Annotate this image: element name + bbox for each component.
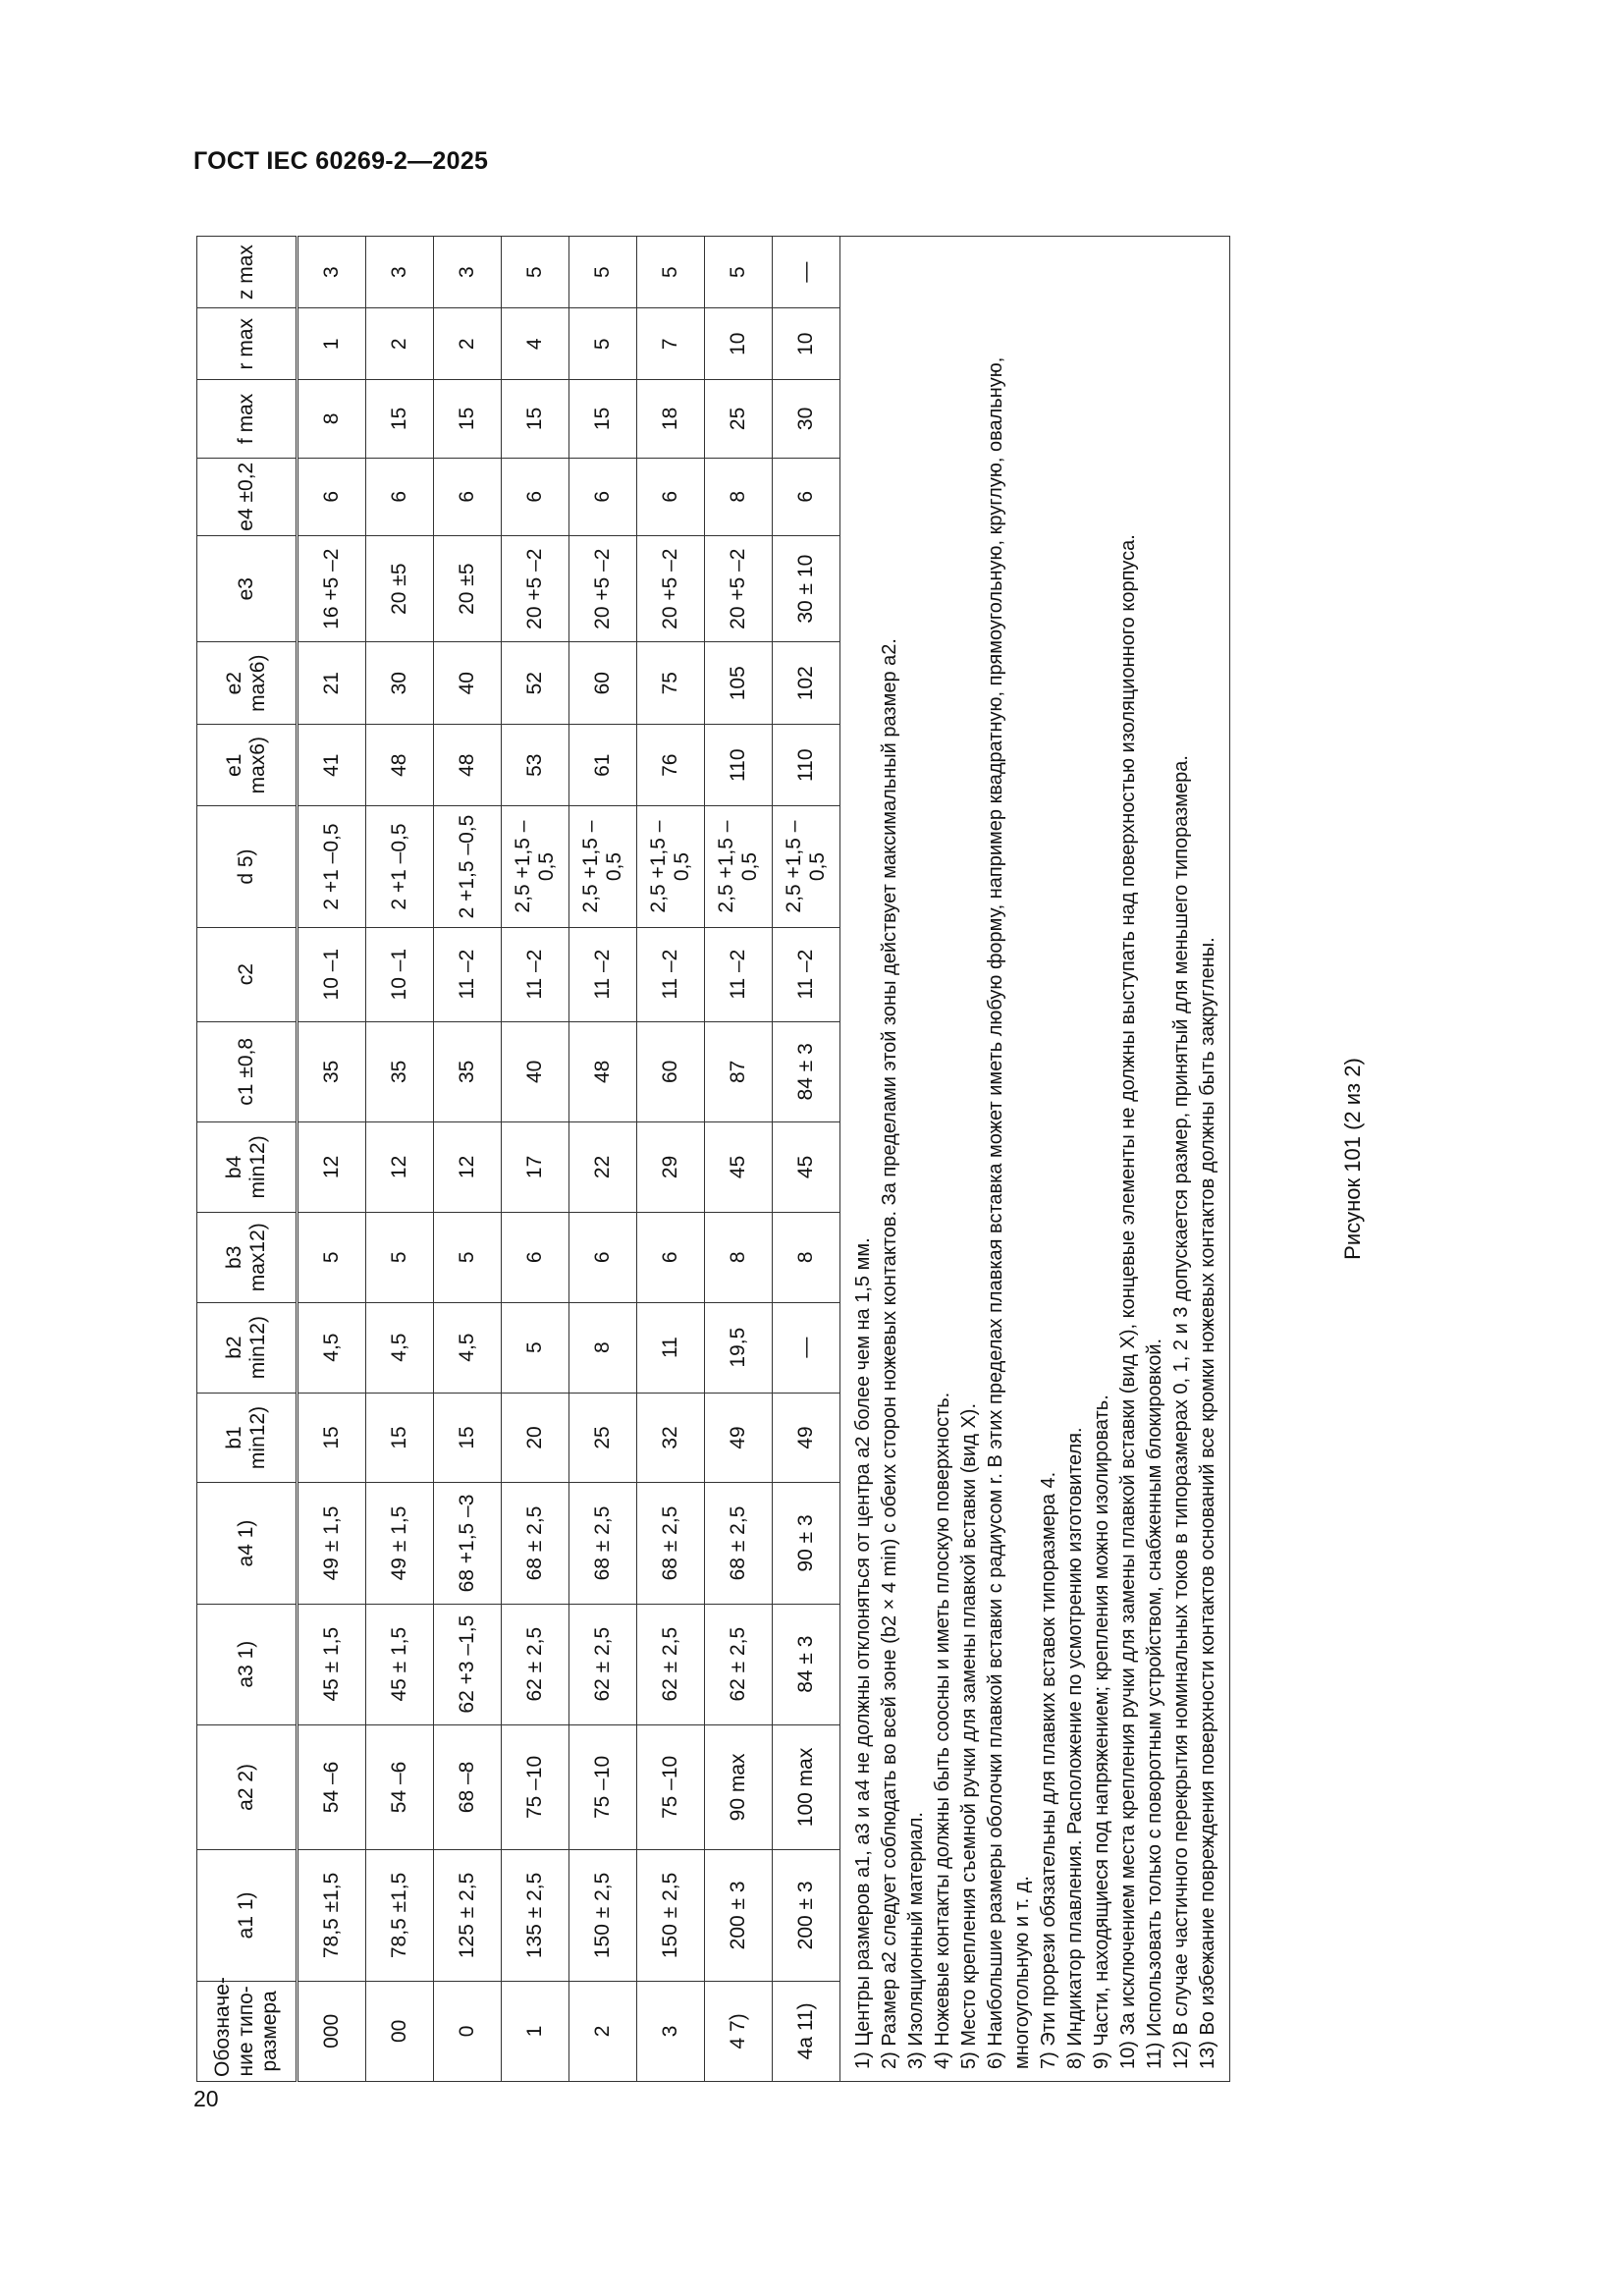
column-header: b1 min12) (197, 1393, 298, 1483)
column-header: c1 ±0,8 (197, 1021, 298, 1121)
column-header: a2 2) (197, 1724, 298, 1849)
table-cell: 4,5 (366, 1302, 434, 1393)
table-cell: 15 (502, 380, 569, 458)
column-header: e3 (197, 535, 298, 642)
column-header: z max (197, 237, 298, 308)
table-cell: 49 (773, 1393, 840, 1483)
footnote: 9) Части, находящиеся под напряжением; крепления можно изолировать. (1091, 1394, 1112, 2069)
table-row (705, 237, 773, 2082)
table-cell: 8 (705, 458, 773, 535)
table-cell: 2,5 +1,5 –0,5 (773, 806, 840, 927)
table-cell: 48 (434, 724, 502, 806)
table-cell: 45 ± 1,5 (298, 1604, 366, 1724)
table-cell: 32 (637, 1393, 705, 1483)
table-cell: 62 ± 2,5 (569, 1604, 637, 1724)
table-cell: 5 (298, 1212, 366, 1302)
table-cell: 17 (502, 1121, 569, 1212)
footnote: 13) Во избежание повреждения поверхности контактов оснований все кромки ножевых контактов должны быть закруглены. (1197, 937, 1218, 2069)
table-cell: 2,5 +1,5 –0,5 (705, 806, 773, 927)
table-cell: 5 (502, 1302, 569, 1393)
table-cell: 35 (366, 1021, 434, 1121)
table-cell: 40 (502, 1021, 569, 1121)
table-cell: 15 (298, 1393, 366, 1483)
table-cell: 6 (637, 458, 705, 535)
table-cell: 68 ± 2,5 (569, 1483, 637, 1604)
footnotes (840, 236, 1230, 2082)
table-cell: 150 ± 2,5 (569, 1850, 637, 1982)
table-cell: 40 (434, 642, 502, 725)
figure-caption: Рисунок 101 (2 из 2) (1340, 1058, 1365, 1260)
column-header: a3 1) (197, 1604, 298, 1724)
table-cell: 2 (434, 308, 502, 380)
table-cell: 6 (502, 458, 569, 535)
table-cell: 2,5 +1,5 –0,5 (569, 806, 637, 927)
table-cell: 75 –10 (637, 1724, 705, 1849)
table-cell: 4 7) (705, 1981, 773, 2081)
table-cell: 12 (366, 1121, 434, 1212)
table-cell: 0 (434, 1981, 502, 2081)
table-cell: 30 (773, 380, 840, 458)
rotated-table-block (196, 236, 1296, 2082)
table-cell: 1 (502, 1981, 569, 2081)
table-cell: 100 max (773, 1724, 840, 1849)
column-header: e1 max6) (197, 724, 298, 806)
table-cell: 105 (705, 642, 773, 725)
table-cell: 4,5 (298, 1302, 366, 1393)
footnote: 2) Размер a2 следует соблюдать во всей зоне (b2 × 4 min) с обеих сторон ножевых контактов. За пределами этой зоны действует максимальный размер a2. (879, 638, 900, 2069)
table-cell: 52 (502, 642, 569, 725)
table-cell: 3 (434, 237, 502, 308)
table-cell: 110 (705, 724, 773, 806)
footnote: 10) За исключением места крепления ручки для замены плавкой вставки (вид X), концевые элементы не должны выступать над поверхностью изоляционного корпуса. (1117, 534, 1139, 2069)
table-cell: 87 (705, 1021, 773, 1121)
table-cell: 45 (773, 1121, 840, 1212)
table-cell: 76 (637, 724, 705, 806)
table-cell: 6 (366, 458, 434, 535)
table-cell: 62 ± 2,5 (705, 1604, 773, 1724)
table-cell: 5 (569, 308, 637, 380)
table-cell: 5 (502, 237, 569, 308)
table-cell: 110 (773, 724, 840, 806)
column-header: Обозначе-ние типо-размера (197, 1981, 298, 2081)
table-cell: 8 (705, 1212, 773, 1302)
table-cell: 5 (569, 237, 637, 308)
table-row (773, 237, 840, 2082)
table-cell: 29 (637, 1121, 705, 1212)
table-cell: 2 +1 –0,5 (366, 806, 434, 927)
table-cell: 1 (298, 308, 366, 380)
table-cell: 000 (298, 1981, 366, 2081)
table-cell: 53 (502, 724, 569, 806)
table-row (298, 237, 366, 2082)
table-cell: 54 –6 (366, 1724, 434, 1849)
table-cell: 11 –2 (773, 927, 840, 1021)
footnote: 4) Ножевые контакты должны быть соосны и иметь плоскую поверхность. (932, 1392, 953, 2069)
table-cell: 10 –1 (298, 927, 366, 1021)
table-cell: 41 (298, 724, 366, 806)
table-cell: 62 ± 2,5 (637, 1604, 705, 1724)
table-cell: 49 ± 1,5 (298, 1483, 366, 1604)
table-cell: 5 (366, 1212, 434, 1302)
table-cell: 5 (637, 237, 705, 308)
table-cell: 11 –2 (637, 927, 705, 1021)
document-title: ГОСТ IEC 60269-2—2025 (193, 147, 489, 175)
table-cell: 20 +5 –2 (502, 535, 569, 642)
table-cell: 84 ± 3 (773, 1604, 840, 1724)
column-header: b4 min12) (197, 1121, 298, 1212)
table-cell: 22 (569, 1121, 637, 1212)
footnote: 3) Изоляционный материал. (905, 1812, 927, 2069)
column-header: c2 (197, 927, 298, 1021)
footnote: 11) Использовать только с поворотным устройством, снабженным блокировкой. (1144, 1338, 1165, 2069)
table-cell: 11 –2 (434, 927, 502, 1021)
table-cell: 49 ± 1,5 (366, 1483, 434, 1604)
table-cell: 75 –10 (569, 1724, 637, 1849)
table-cell: 30 ± 10 (773, 535, 840, 642)
table-cell: 10 (705, 308, 773, 380)
table-cell: 6 (298, 458, 366, 535)
table-cell: 90 max (705, 1724, 773, 1849)
table-cell: 11 (637, 1302, 705, 1393)
dimensions-table (196, 236, 840, 2082)
column-header: e2 max6) (197, 642, 298, 725)
table-cell: 7 (637, 308, 705, 380)
table-row (637, 237, 705, 2082)
table-cell: 2 +1 –0,5 (298, 806, 366, 927)
table-cell: 68 ± 2,5 (502, 1483, 569, 1604)
table-cell: 12 (298, 1121, 366, 1212)
table-cell: 19,5 (705, 1302, 773, 1393)
table-header-row (197, 237, 298, 2082)
table-cell: 25 (569, 1393, 637, 1483)
table-cell: 75 –10 (502, 1724, 569, 1849)
table-cell: 135 ± 2,5 (502, 1850, 569, 1982)
table-cell: 54 –6 (298, 1724, 366, 1849)
table-cell: 6 (434, 458, 502, 535)
column-header: b2 min12) (197, 1302, 298, 1393)
table-row (434, 237, 502, 2082)
table-cell: 00 (366, 1981, 434, 2081)
column-header: r max (197, 308, 298, 380)
table-cell: 62 ± 2,5 (502, 1604, 569, 1724)
table-cell: 4 (502, 308, 569, 380)
table-cell: 8 (298, 380, 366, 458)
table-cell: 15 (366, 1393, 434, 1483)
table-cell: 48 (366, 724, 434, 806)
table-cell: 49 (705, 1393, 773, 1483)
table-cell: 20 +5 –2 (705, 535, 773, 642)
column-header: b3 max12) (197, 1212, 298, 1302)
footnote: 12) В случае частичного перекрытия номинальных токов в типоразмерах 0, 1, 2 и 3 допускается размер, принятый для меньшего типоразмера. (1170, 755, 1192, 2069)
table-cell: 6 (637, 1212, 705, 1302)
column-header: f max (197, 380, 298, 458)
table-cell: 18 (637, 380, 705, 458)
table-cell: 11 –2 (502, 927, 569, 1021)
page-number: 20 (193, 2086, 219, 2111)
table-cell: 200 ± 3 (705, 1850, 773, 1982)
table-cell: 6 (773, 458, 840, 535)
table-cell: 84 ± 3 (773, 1021, 840, 1121)
footnote: 8) Индикатор плавления. Расположение по усмотрению изготовителя. (1064, 1427, 1086, 2069)
table-cell: 45 ± 1,5 (366, 1604, 434, 1724)
table-cell: 15 (569, 380, 637, 458)
table-cell: 15 (366, 380, 434, 458)
table-cell: 12 (434, 1121, 502, 1212)
table-cell: 20 (502, 1393, 569, 1483)
table-cell: 4,5 (434, 1302, 502, 1393)
table-cell: 200 ± 3 (773, 1850, 840, 1982)
table-cell: 20 ±5 (434, 535, 502, 642)
table-cell: 11 –2 (705, 927, 773, 1021)
footnote: 7) Эти прорези обязательны для плавких вставок типоразмера 4. (1038, 1471, 1059, 2069)
table-cell: 78,5 ±1,5 (298, 1850, 366, 1982)
table-cell: 2,5 +1,5 –0,5 (637, 806, 705, 927)
table-cell: 75 (637, 642, 705, 725)
table-cell: 30 (366, 642, 434, 725)
table-cell: 5 (434, 1212, 502, 1302)
table-cell: 102 (773, 642, 840, 725)
table-cell: 150 ± 2,5 (637, 1850, 705, 1982)
table-cell: 10 –1 (366, 927, 434, 1021)
table-cell: 21 (298, 642, 366, 725)
table-cell: 61 (569, 724, 637, 806)
table-cell: 90 ± 3 (773, 1483, 840, 1604)
table-cell: 4a 11) (773, 1981, 840, 2081)
column-header: a1 1) (197, 1850, 298, 1982)
table-cell: 15 (434, 1393, 502, 1483)
table-cell: 60 (637, 1021, 705, 1121)
table-cell: 2 (569, 1981, 637, 2081)
table-cell: 62 +3 –1,5 (434, 1604, 502, 1724)
table-cell: 125 ± 2,5 (434, 1850, 502, 1982)
column-header: a4 1) (197, 1483, 298, 1604)
table-cell: — (773, 237, 840, 308)
table-cell: 68 –8 (434, 1724, 502, 1849)
column-header: e4 ±0,2 (197, 458, 298, 535)
table-cell: 3 (298, 237, 366, 308)
table-cell: 20 +5 –2 (569, 535, 637, 642)
footnote: 6) Наибольшие размеры оболочки плавкой вставки с радиусом r. В этих пределах плавкая вставка может иметь любую форму, например квадратную, прямоугольную, круглую, овальную, многоугольную и т. д. (985, 356, 1033, 2069)
column-header: d 5) (197, 806, 298, 927)
table-cell: 20 ±5 (366, 535, 434, 642)
table-row (366, 237, 434, 2082)
table-cell: 25 (705, 380, 773, 458)
table-cell: 8 (773, 1212, 840, 1302)
table-cell: 8 (569, 1302, 637, 1393)
table-cell: 3 (366, 237, 434, 308)
table-cell: — (773, 1302, 840, 1393)
table-cell: 11 –2 (569, 927, 637, 1021)
table-cell: 20 +5 –2 (637, 535, 705, 642)
table-cell: 6 (569, 1212, 637, 1302)
table-cell: 48 (569, 1021, 637, 1121)
table-cell: 45 (705, 1121, 773, 1212)
table-cell: 60 (569, 642, 637, 725)
footnote: 1) Центры размеров a1, a3 и a4 не должны отклоняться от центра a2 более чем на 1,5 мм. (852, 1237, 874, 2069)
table-cell: 5 (705, 237, 773, 308)
table-row (569, 237, 637, 2082)
footnote: 5) Место крепления съемной ручки для замены плавкой вставки (вид X). (958, 1403, 980, 2069)
table-cell: 78,5 ±1,5 (366, 1850, 434, 1982)
table-cell: 10 (773, 308, 840, 380)
table-cell: 15 (434, 380, 502, 458)
table-cell: 2,5 +1,5 –0,5 (502, 806, 569, 927)
table-cell: 2 (366, 308, 434, 380)
table-cell: 6 (502, 1212, 569, 1302)
table-cell: 68 ± 2,5 (705, 1483, 773, 1604)
table-body (298, 237, 840, 2082)
table-cell: 35 (434, 1021, 502, 1121)
table-cell: 68 +1,5 –3 (434, 1483, 502, 1604)
table-cell: 6 (569, 458, 637, 535)
table-cell: 68 ± 2,5 (637, 1483, 705, 1604)
table-cell: 3 (637, 1981, 705, 2081)
table-cell: 16 +5 –2 (298, 535, 366, 642)
table-cell: 35 (298, 1021, 366, 1121)
table-row (502, 237, 569, 2082)
table-cell: 2 +1,5 –0,5 (434, 806, 502, 927)
